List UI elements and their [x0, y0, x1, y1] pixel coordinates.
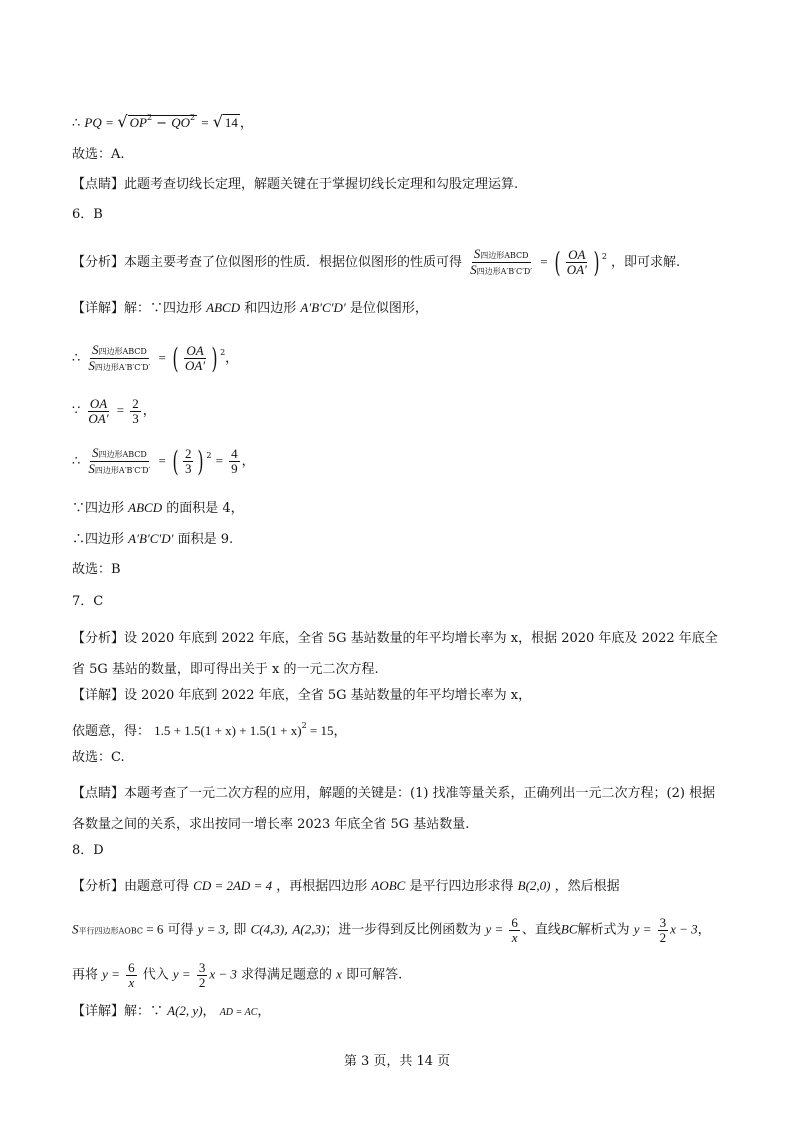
math-pq: PQ [84, 115, 102, 130]
math-s: S [91, 445, 99, 461]
math-abcd: ABCD [206, 300, 241, 315]
math-a: A(2,3) [292, 921, 326, 937]
line-answer-b: 故选：B [72, 562, 121, 577]
num: 4 [231, 446, 238, 462]
text: ；进一步得到反比例函数为 [325, 922, 482, 938]
line-area-ratio [72, 343, 238, 374]
math-eq: = [158, 453, 166, 468]
line-dianjing-5: 【点睛】此题考查切线长定理，解题关键在于掌握切线长定理和勾股定理运算. [72, 177, 519, 192]
comma: ， [239, 116, 253, 131]
den: x [128, 974, 135, 990]
den: 3 [132, 410, 139, 426]
oa-ratio-fraction [86, 397, 110, 425]
math-eq: = [116, 402, 125, 418]
comma: ， [225, 351, 239, 366]
line-detail-6 [72, 298, 428, 319]
subscript: 四边形A′B′C′D′ [476, 267, 533, 276]
math-apbpcpdp: A′B′C′D′ [128, 531, 174, 546]
left-paren-icon: ( [172, 341, 179, 375]
question-7-label: 7．C [72, 594, 104, 609]
text: 是位似图形， [349, 301, 428, 316]
text: ，再根据四边形 [276, 879, 368, 894]
text: 、直线 [521, 922, 561, 938]
minus: − [156, 116, 168, 131]
math-yeq: y = [633, 921, 652, 937]
therefore-symbol: ∴ [72, 116, 81, 131]
text: , 即 [225, 922, 247, 938]
math-op: OP [129, 115, 147, 130]
num: 6 [128, 960, 135, 975]
line-area-4 [72, 498, 244, 519]
line-pq-result [72, 108, 253, 134]
text: ，然后根据 [554, 879, 620, 894]
eq6: = 6 [142, 921, 164, 937]
math-oap: OA′ [566, 262, 587, 277]
sqrt-icon: √ [117, 112, 128, 131]
text: 的面积是 4， [166, 501, 244, 516]
text: ， [202, 1004, 216, 1019]
math-oap: OA′ [184, 358, 206, 373]
text: 【分析】本题主要考查了位似图形的性质．根据位似图形的性质可得 [72, 255, 463, 270]
line-detail-7: 【详解】设 2020 年底到 2022 年底，全省 5G 基站数量的年平均增长率为 x， [72, 688, 532, 703]
sup-2: 2 [206, 451, 212, 460]
num: 3 [198, 960, 206, 975]
sqrt-icon: √ [212, 112, 223, 131]
math-y3: y = 3 [197, 921, 226, 937]
math-x-minus-3: x − 3 [670, 921, 698, 937]
math-yeq: y = [172, 966, 191, 982]
sup-2: 2 [190, 113, 196, 122]
math-s: S [470, 262, 477, 277]
line-answer-a: 故选：A. [72, 147, 125, 162]
left-paren-icon: ( [172, 444, 179, 478]
math-s: S [473, 246, 481, 262]
line-dianjing-7: 【点睛】本题考查了一元二次方程的应用，解题的关键是：(1) 找准等量关系，正确列出一元二次方程；(2) 根据各数量之间的关系，求出按同一增长率 2023 年底全省 5G 基站数量. [72, 786, 716, 832]
subscript: 四边形ABCD [98, 450, 147, 460]
line-analysis-8c [72, 961, 402, 989]
oa-ratio-fraction [565, 248, 589, 276]
text: 面积是 9. [177, 532, 234, 547]
math-eq: = [158, 350, 166, 365]
math-bc: BC [560, 921, 578, 937]
math-abcd: ABCD [128, 500, 163, 515]
math-s: S [72, 921, 79, 937]
math-eq: = [201, 115, 209, 130]
line-analysis-7: 【分析】设 2020 年底到 2022 年底，全省 5G 基站数量的年平均增长率为 x，根据 2020 年底及 2022 年底全省 5G 基站的数量，即可得出关于 x 的一元二次方程. [72, 631, 718, 677]
radicand-14: 14 [224, 115, 238, 130]
math-s: S [91, 342, 99, 358]
question-6-label: 6．B [72, 207, 103, 222]
num: 2 [184, 446, 192, 462]
therefore-symbol: ∴ [72, 351, 81, 366]
right-paren-icon: ) [593, 245, 600, 279]
math-aobc: AOBC [371, 878, 406, 893]
line-area-value [72, 446, 255, 477]
line-detail-8 [72, 1001, 270, 1023]
text: 【详解】解：∵四边形 [72, 301, 203, 316]
line-answer-c: 故选：C. [72, 750, 125, 765]
comma: ， [697, 922, 711, 938]
den: 9 [231, 461, 238, 476]
right-paren-icon: ) [197, 444, 204, 478]
sup-2: 2 [220, 348, 226, 357]
line-analysis-6 [72, 247, 680, 278]
two-thirds-fraction [130, 397, 141, 425]
den: 2 [659, 929, 667, 945]
subscript: 平行四边形AOBC [78, 926, 143, 936]
den: 2 [198, 974, 206, 990]
math-qo: QO [171, 115, 190, 130]
area-ratio-fraction [468, 247, 534, 277]
oa-ratio-fraction [183, 344, 207, 372]
text: 解析式为 [577, 922, 630, 938]
math-yeq: y = [485, 921, 504, 937]
comma: ， [241, 454, 255, 469]
num: 6 [511, 915, 518, 930]
left-paren-icon: ( [554, 245, 561, 279]
six-over-x-fraction [126, 961, 137, 989]
math-yeq: y = [102, 966, 120, 982]
math-eq: = [215, 453, 223, 468]
math-s: S [88, 461, 95, 476]
subscript: 四边形ABCD [98, 347, 147, 357]
line-analysis-8b: S平行四边形AOBC = 6 可得 y = 3, 即 C(4,3), A(2,3)；进一步得到反比例函数为 y = $\frac{6}{x}$ 、直线BC解析式为 y = $\frac{3}{2}$ x − 3， [72, 915, 711, 945]
comma: ， [142, 403, 156, 419]
text: 依题意，得： [72, 724, 151, 739]
area-ratio-fraction [86, 446, 152, 476]
text: 是平行四边形求得 [409, 879, 514, 894]
den: 3 [184, 461, 192, 476]
math-eq: = [540, 254, 548, 269]
num: 3 [659, 915, 667, 930]
therefore-symbol: ∴ [72, 454, 81, 469]
math-c: C(4,3) [250, 921, 285, 937]
text: 求得满足题意的 [241, 967, 333, 983]
two-thirds-fraction [183, 447, 194, 475]
equation-end: = 15 [306, 723, 334, 738]
math-cd: CD = 2AD = 4 [193, 878, 273, 893]
text: 代入 [142, 967, 169, 983]
sup-2: 2 [601, 252, 607, 261]
text: ∵四边形 [72, 501, 125, 516]
sup-2: 2 [146, 113, 153, 122]
line-oa-ratio [72, 397, 156, 425]
text: 再将 [72, 967, 99, 983]
text: 即可解答. [346, 967, 403, 983]
math-b: B(2,0) [517, 878, 551, 893]
math-ad-ac: AD = AC [219, 1007, 258, 1018]
comma: ， [333, 724, 347, 739]
math-x-minus-3: x − 3 [209, 966, 237, 982]
text: 【详解】解：∵ [72, 1004, 164, 1019]
six-over-x-fraction [509, 916, 520, 944]
line-analysis-8 [72, 876, 620, 897]
because-symbol: ∵ [72, 403, 81, 419]
math-oa: OA [568, 247, 586, 263]
text: ∴四边形 [72, 532, 125, 547]
text: 可得 [167, 922, 194, 938]
math-apbpcpdp: A′B′C′D′ [300, 300, 346, 315]
equation: 1.5 + 1.5(1 + x) + 1.5(1 + x) [154, 723, 302, 738]
den: x [511, 929, 518, 945]
subscript: 四边形A′B′C′D′ [94, 363, 151, 372]
math-s: S [88, 358, 95, 373]
math-x: x [336, 966, 342, 982]
subscript: 四边形A′B′C′D′ [94, 466, 151, 475]
question-8-label: 8．D [72, 843, 104, 858]
text: 【分析】由题意可得 [72, 879, 190, 894]
math-oa: OA [89, 396, 108, 411]
math-eq: = [105, 115, 114, 130]
text: ，即可求解. [611, 255, 681, 270]
page-number: 第 3 页，共 14 页 [343, 1054, 451, 1069]
math-a2y: A(2, y) [167, 1003, 203, 1018]
right-paren-icon: ) [211, 341, 218, 375]
four-ninths-fraction [229, 447, 240, 475]
three-halves-fraction [658, 916, 669, 944]
area-ratio-fraction [86, 343, 152, 373]
math-oa: OA [186, 343, 204, 359]
line-equation-7 [72, 716, 347, 742]
subscript: 四边形ABCD [480, 251, 529, 261]
text: 和四边形 [244, 301, 297, 316]
comma: ， [257, 1004, 271, 1019]
line-area-9 [72, 529, 233, 550]
sup-2: 2 [301, 721, 307, 730]
three-halves-fraction [197, 961, 208, 989]
radicand [128, 115, 198, 131]
num: 2 [132, 396, 139, 411]
math-oap: OA′ [88, 410, 109, 426]
